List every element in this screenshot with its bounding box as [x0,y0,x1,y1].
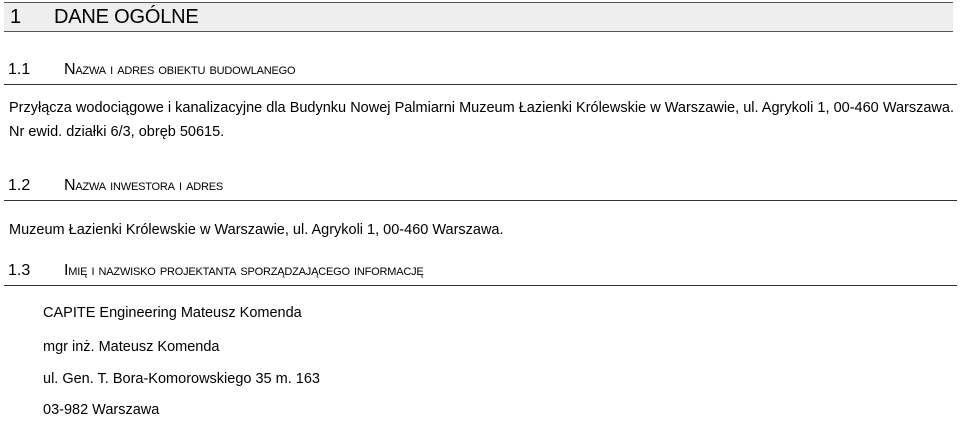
subsection-heading-1-3 [4,258,957,286]
subsection-number: 1.2 [8,177,31,194]
subsection-title: Nazwa inwestora i adres [64,177,224,194]
subsection-heading-1-1 [4,57,957,85]
section-heading-dane-ogolne [4,2,953,32]
subsection-heading-1-2 [4,173,957,201]
section-title: DANE OGÓLNE [54,5,199,28]
designer-company-line: CAPITE Engineering Mateusz Komenda [43,305,302,321]
section-number: 1 [10,5,21,28]
designer-name-line: mgr inż. Mateusz Komenda [43,339,220,355]
subsection-number: 1.1 [8,61,31,78]
subsection-title: Imię i nazwisko projektanta sporządzającego informację [64,262,424,279]
designer-street-line: ul. Gen. T. Bora-Komorowskiego 35 m. 163 [43,371,320,387]
object-address-paragraph: Przyłącza wodociągowe i kanalizacyjne dla Budynku Nowej Palmiarni Muzeum Łazienki Królewskie w Warszawie, ul. Agrykoli 1, 00-460 Warszawa. Nr ewid. działki 6/3, obręb 50615. [9,100,954,140]
subsection-number: 1.3 [8,262,31,279]
subsection-title: Nazwa i adres obiektu budowlanego [64,61,296,78]
investor-address-paragraph: Muzeum Łazienki Królewskie w Warszawie, ul. Agrykoli 1, 00-460 Warszawa. [9,222,504,238]
designer-city-line: 03-982 Warszawa [43,402,160,418]
